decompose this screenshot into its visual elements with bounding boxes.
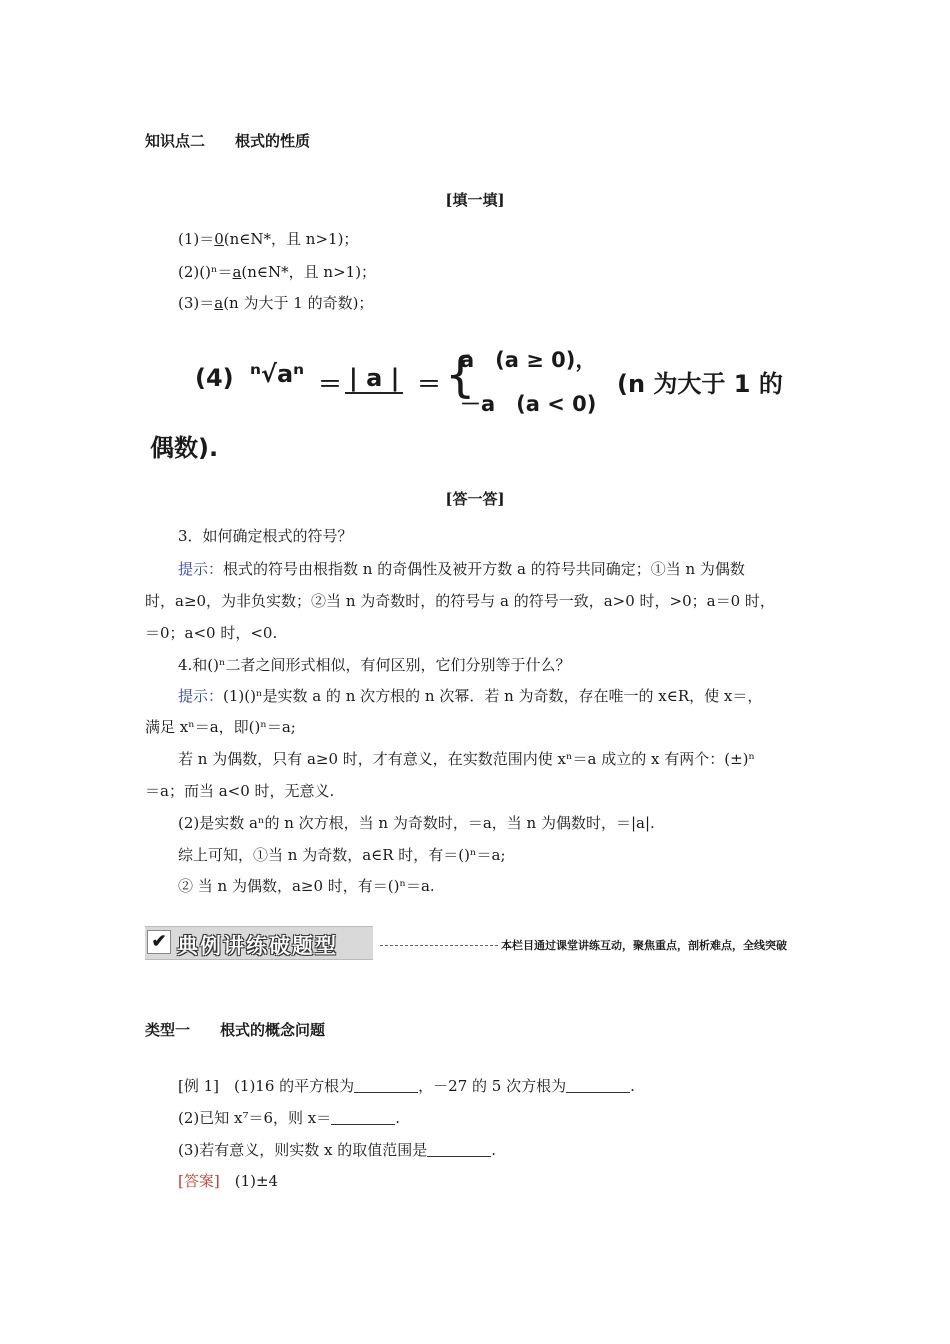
example-line-1: [例 1] (1)16 的平方根为 ，－27 的 5 次方根为 .: [178, 1077, 635, 1095]
answer-3-line-1: 提示：根式的符号由根指数 n 的奇偶性及被开方数 a 的符号共同确定；①当 n 为偶数: [178, 560, 745, 578]
answer-3-line-2: 时，a≥0，为非负实数；②当 n 为奇数时，的符号与 a 的符号一致，a>0 时，>0；a＝0 时，: [145, 592, 775, 610]
checkmark-icon: ✔: [147, 930, 171, 954]
answer-3-line-3: ＝0；a<0 时，<0.: [145, 624, 278, 642]
banner-note: 本栏目通过课堂讲练互动，聚焦重点，剖析难点，全线突破: [501, 939, 787, 952]
answer-4-line-4: ＝a；而当 a<0 时，无意义.: [145, 782, 335, 800]
fill-line-1: (1)＝0(n∈N*，且 n>1)；: [178, 230, 359, 248]
fill-line-2: (2)()ⁿ＝a(n∈N*，且 n>1)；: [178, 263, 377, 281]
example-line-3: (3)若有意义，则实数 x 的取值范围是 .: [178, 1141, 497, 1159]
answer-label: [答案]: [178, 1172, 220, 1190]
formula-4-end: 偶数).: [150, 434, 219, 462]
answer-4-line-1: 提示：(1)()ⁿ是实数 a 的 n 次方根的 n 次幂．若 n 为奇数，存在唯一的 x∈R，使 x＝，: [178, 687, 763, 705]
example-line-2: (2)已知 x⁷＝6，则 x＝ .: [178, 1109, 401, 1127]
question-4: 4.和()ⁿ二者之间形式相似，有何区别，它们分别等于什么？: [178, 656, 571, 674]
banner-title: 典例讲练破题型: [177, 934, 338, 958]
hint-label: 提示：: [178, 560, 224, 578]
brace: {: [445, 347, 476, 403]
answer-4-line-6: 综上可知，①当 n 为奇数，a∈R 时，有＝()ⁿ＝a;: [178, 846, 506, 864]
answer-4-line-7: ② 当 n 为偶数，a≥0 时，有＝()ⁿ＝a.: [178, 877, 435, 895]
answer-line: [答案] (1)±4: [178, 1172, 279, 1190]
fill-heading: [填一填]: [445, 191, 505, 209]
hint-label: 提示：: [178, 687, 224, 705]
answer-4-line-5: (2)是实数 aⁿ的 n 次方根，当 n 为奇数时，＝a，当 n 为偶数时，＝|a|.: [178, 814, 655, 832]
formula-4: (4) ⁿ√aⁿ ＝ | a | ＝ { a (a ≥ 0)， －a (a < 0) (n 为大于 1 的: [195, 340, 815, 420]
answer-heading: [答一答]: [445, 490, 505, 508]
type-title: 类型一 根式的概念问题: [145, 1021, 326, 1039]
section-title: 知识点二 根式的性质: [145, 132, 311, 150]
section-banner: [145, 924, 813, 960]
answer-4-line-2: 满足 xⁿ＝a，即()ⁿ＝a;: [145, 718, 296, 736]
answer-4-line-3: 若 n 为偶数，只有 a≥0 时，才有意义，在实数范围内使 xⁿ＝a 成立的 x 有两个：(±)ⁿ: [178, 750, 755, 768]
fill-line-3: (3)＝a(n 为大于 1 的奇数)；: [178, 294, 374, 312]
question-3: 3．如何确定根式的符号？: [178, 527, 353, 545]
